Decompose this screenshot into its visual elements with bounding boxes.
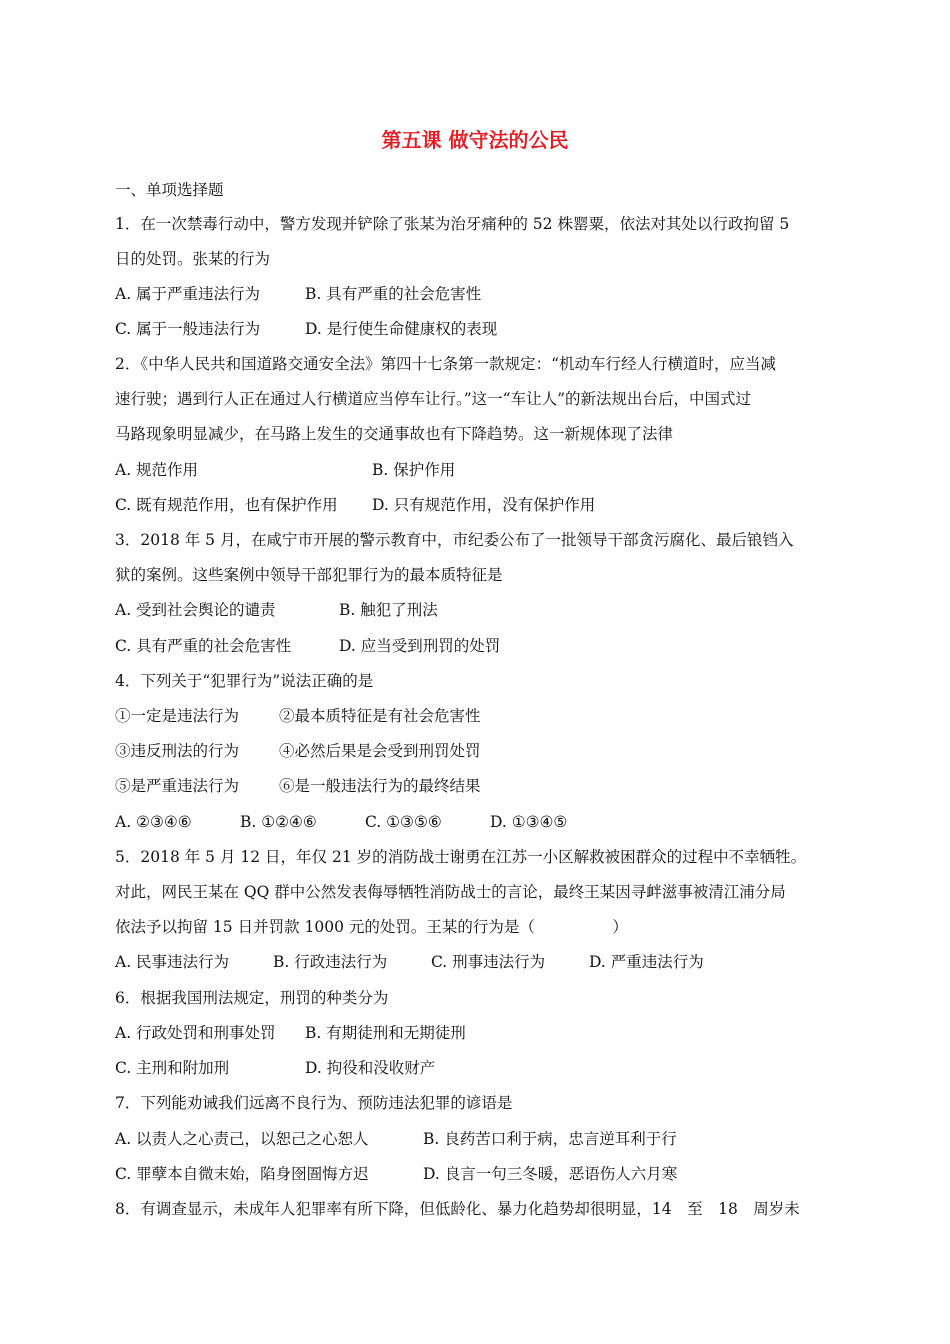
q1-option-b: B. 具有严重的社会危害性 bbox=[305, 285, 482, 303]
q6-option-a: A. 行政处罚和刑事处罚 bbox=[115, 1024, 276, 1042]
q7-stem-line1: 7．下列能劝诫我们远离不良行为、预防违法犯罪的谚语是 bbox=[115, 1094, 513, 1112]
q1-option-a: A. 属于严重违法行为 bbox=[115, 285, 261, 303]
q2-stem-line1: 2．《中华人民共和国道路交通安全法》第四十七条第一款规定：“机动车行经人行横道时，应当减 bbox=[115, 355, 777, 373]
q6-option-c: C. 主刑和附加刑 bbox=[115, 1059, 230, 1077]
q3-stem-line1: 3．2018 年 5 月，在咸宁市开展的警示教育中，市纪委公布了一批领导干部贪污腐化、最后锒铛入 bbox=[115, 531, 794, 549]
q3-option-a: A. 受到社会舆论的谴责 bbox=[115, 601, 276, 619]
q1-options-row1 bbox=[115, 284, 481, 304]
q8-stem-line1: 8．有调查显示，未成年人犯罪率有所下降，但低龄化、暴力化趋势却很明显，14 至 18 周岁未 bbox=[115, 1200, 800, 1218]
page-title: 第五课 做守法的公民 bbox=[381, 128, 569, 152]
q4-statement-4: ④必然后果是会受到刑罚处罚 bbox=[279, 742, 481, 760]
q4-option-d: D. ①③④⑤ bbox=[490, 813, 568, 831]
q5-option-b: B. 行政违法行为 bbox=[273, 953, 388, 971]
q6-options-row1 bbox=[115, 1023, 466, 1043]
q7-option-c: C. 罪孽本自微末始，陷身囹圄悔方迟 bbox=[115, 1165, 369, 1183]
q6-stem-line1: 6．根据我国刑法规定，刑罚的种类分为 bbox=[115, 989, 389, 1007]
q3-option-b: B. 触犯了刑法 bbox=[339, 601, 438, 619]
q5-option-d: D. 严重违法行为 bbox=[589, 953, 704, 971]
q4-option-a: A. ②③④⑥ bbox=[115, 813, 192, 831]
q1-option-d: D. 是行使生命健康权的表现 bbox=[305, 320, 498, 338]
q4-statement-3: ③违反刑法的行为 bbox=[115, 742, 240, 760]
q3-stem-line2: 狱的案例。这些案例中领导干部犯罪行为的最本质特征是 bbox=[115, 566, 503, 584]
q2-options-row1 bbox=[115, 460, 455, 480]
q4-statement-5: ⑤是严重违法行为 bbox=[115, 777, 240, 795]
q5-stem-line3: 依法予以拘留 15 日并罚款 1000 元的处罚。王某的行为是（ ） bbox=[115, 918, 628, 936]
section-heading: 一、单项选择题 bbox=[115, 181, 224, 199]
q5-options-row bbox=[115, 952, 704, 972]
q4-option-c: C. ①③⑤⑥ bbox=[365, 813, 442, 831]
q3-options-row2 bbox=[115, 636, 500, 656]
q2-option-a: A. 规范作用 bbox=[115, 461, 199, 479]
q3-options-row1 bbox=[115, 600, 438, 620]
q6-option-b: B. 有期徒刑和无期徒刑 bbox=[305, 1024, 466, 1042]
q3-option-c: C. 具有严重的社会危害性 bbox=[115, 637, 292, 655]
q4-statement-2: ②最本质特征是有社会危害性 bbox=[279, 707, 481, 725]
q6-option-d: D. 拘役和没收财产 bbox=[305, 1059, 436, 1077]
q2-option-c: C. 既有规范作用，也有保护作用 bbox=[115, 496, 338, 514]
q7-option-a: A. 以责人之心责己，以恕己之心恕人 bbox=[115, 1130, 369, 1148]
q4-statement-1: ①一定是违法行为 bbox=[115, 707, 240, 725]
q6-options-row2 bbox=[115, 1058, 435, 1078]
q4-statements-row1 bbox=[115, 706, 481, 726]
q1-stem-line1: 1．在一次禁毒行动中，警方发现并铲除了张某为治牙痛种的 52 株罂粟，依法对其处以行政拘留 5 bbox=[115, 215, 790, 233]
q3-option-d: D. 应当受到刑罚的处罚 bbox=[339, 637, 501, 655]
q4-statements-row2 bbox=[115, 741, 481, 761]
q1-options-row2 bbox=[115, 319, 497, 339]
q7-option-d: D. 良言一句三冬暖，恶语伤人六月寒 bbox=[423, 1165, 678, 1183]
q2-options-row2 bbox=[115, 495, 595, 515]
q7-option-b: B. 良药苦口利于病，忠言逆耳利于行 bbox=[423, 1130, 677, 1148]
q2-option-b: B. 保护作用 bbox=[372, 461, 456, 479]
q2-option-d: D. 只有规范作用，没有保护作用 bbox=[372, 496, 596, 514]
q5-stem-line1: 5．2018 年 5 月 12 日，年仅 21 岁的消防战士谢勇在江苏一小区解救被困群众的过程中不幸牺牲。 bbox=[115, 848, 807, 866]
q5-stem-line2: 对此，网民王某在 QQ 群中公然发表侮辱牺牲消防战士的言论，最终王某因寻衅滋事被清江浦分局 bbox=[115, 883, 786, 901]
q7-options-row2 bbox=[115, 1164, 677, 1184]
q5-option-a: A. 民事违法行为 bbox=[115, 953, 230, 971]
q2-stem-line3: 马路现象明显减少，在马路上发生的交通事故也有下降趋势。这一新规体现了法律 bbox=[115, 425, 674, 443]
q4-statement-6: ⑥是一般违法行为的最终结果 bbox=[279, 777, 481, 795]
q5-option-c: C. 刑事违法行为 bbox=[431, 953, 546, 971]
q4-stem-line1: 4．下列关于“犯罪行为”说法正确的是 bbox=[115, 672, 374, 690]
q4-option-b: B. ①②④⑥ bbox=[240, 813, 317, 831]
q1-stem-line2: 日的处罚。张某的行为 bbox=[115, 250, 271, 268]
q7-options-row1 bbox=[115, 1129, 677, 1149]
q4-options-row bbox=[115, 812, 567, 832]
q4-statements-row3 bbox=[115, 776, 481, 796]
q1-option-c: C. 属于一般违法行为 bbox=[115, 320, 261, 338]
q2-stem-line2: 速行驶；遇到行人正在通过人行横道应当停车让行。”这一“车让人”的新法规出台后，中国式过 bbox=[115, 390, 752, 408]
